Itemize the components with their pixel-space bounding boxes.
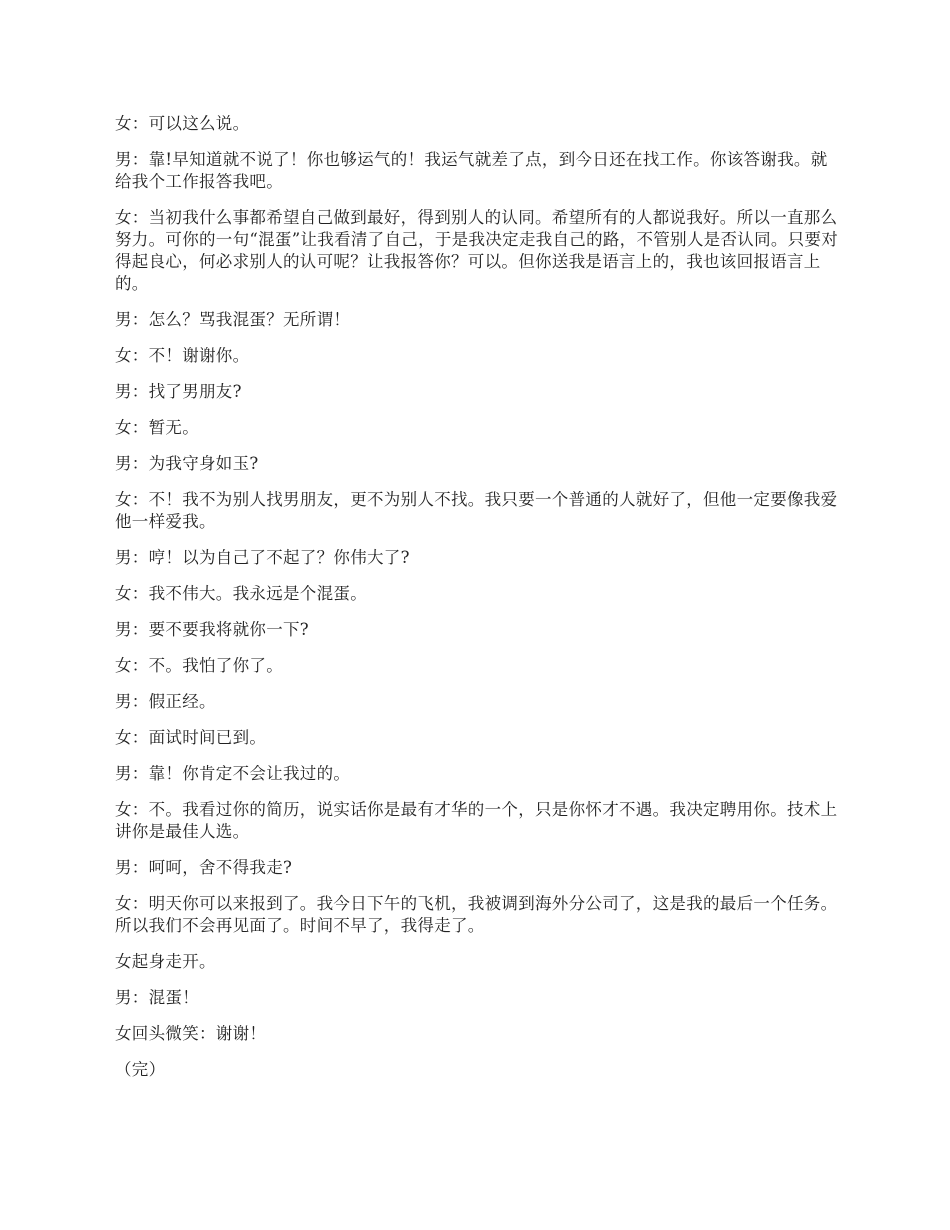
paragraph: 女：不。我怕了你了。 <box>115 656 283 675</box>
paragraph: 女：暂无。 <box>115 418 199 437</box>
paragraph: 女回头微笑：谢谢！ <box>115 1024 267 1043</box>
paragraph: 女：不。我看过你的简历，说实话你是最有才华的一个，只是你怀才不遇。我决定聘用你。技术上讲你是最佳人选。 <box>115 800 838 841</box>
paragraph: 男：靠!早知道就不说了！你也够运气的！我运气就差了点，到今日还在找工作。你该答谢我。就给我个工作报答我吧。 <box>115 150 828 191</box>
document-body <box>115 113 840 1095</box>
paragraph: 女：面试时间已到。 <box>115 728 267 747</box>
paragraph: 女起身走开。 <box>115 952 216 971</box>
paragraph: 男：找了男朋友? <box>115 382 242 401</box>
paragraph: 女：当初我什么事都希望自己做到最好，得到别人的认同。希望所有的人都说我好。所以一直那么努力。可你的一句“混蛋”让我看清了自己，于是我决定走我自己的路，不管别人是否认同。只要对得起良心，何必求别人的认可呢？让我报答你？可以。但你送我是语言上的，我也该回报语言上的。 <box>115 208 839 293</box>
paragraph: 男：混蛋！ <box>115 988 199 1007</box>
paragraph: 女：明天你可以来报到了。我今日下午的飞机，我被调到海外分公司了，这是我的最后一个任务。所以我们不会再见面了。时间不早了，我得走了。 <box>115 894 838 935</box>
paragraph: 男：为我守身如玉? <box>115 454 259 473</box>
paragraph: 女：我不伟大。我永远是个混蛋。 <box>115 584 367 603</box>
paragraph: 男：怎么？骂我混蛋？无所谓！ <box>115 310 351 329</box>
paragraph: 女：不！我不为别人找男朋友，更不为别人不找。我只要一个普通的人就好了，但他一定要像我爱他一样爱我。 <box>115 490 838 531</box>
paragraph: 男：要不要我将就你一下? <box>115 620 309 639</box>
paragraph: （完） <box>115 1060 166 1079</box>
paragraph: 女：不！谢谢你。 <box>115 346 250 365</box>
paragraph: 男：假正经。 <box>115 692 216 711</box>
paragraph: 男：哼！以为自己了不起了？你伟大了? <box>115 548 410 567</box>
paragraph: 男：靠！你肯定不会让我过的。 <box>115 764 351 783</box>
paragraph: 男：呵呵，舍不得我走? <box>115 858 293 877</box>
paragraph: 女：可以这么说。 <box>115 114 250 133</box>
